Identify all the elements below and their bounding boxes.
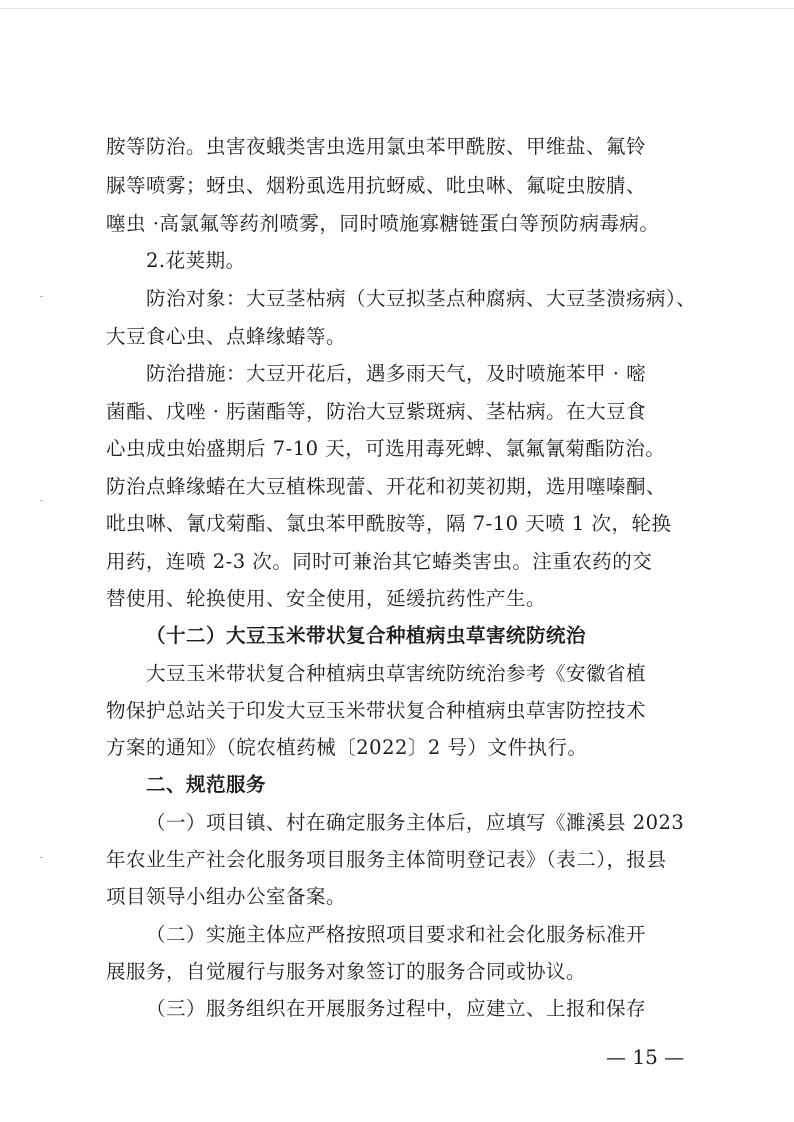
body-text-line: 用药，连喷 2-3 次。同时可兼治其它蝽类害虫。注重农药的交	[106, 550, 653, 573]
body-text-line: 方案的通知》（皖农植药械〔2022〕2 号）文件执行。	[106, 736, 588, 759]
subsection-heading: 2.花荚期。	[146, 249, 246, 272]
body-text-line: 大豆玉米带状复合种植病虫草害统防统治参考《安徽省植	[146, 662, 647, 685]
body-text-line: （一）项目镇、村在确定服务主体后，应填写《濉溪县 2023	[146, 811, 685, 834]
margin-mark	[40, 857, 43, 858]
page-number: — 15 —	[606, 1045, 685, 1069]
body-text-line: 防治点蜂缘蝽在大豆植株现蕾、开花和初荚初期，选用噻嗪酮、	[106, 475, 667, 498]
scan-top-border	[0, 8, 794, 9]
body-text-line: 噻虫 ·高氯氟等药剂喷雾，同时喷施寡糖链蛋白等预防病毒病。	[106, 212, 660, 235]
body-text-line: 展服务，自觉履行与服务对象签订的服务合同或协议。	[106, 960, 587, 983]
body-text-line: 脲等喷雾；蚜虫、烟粉虱选用抗蚜威、吡虫啉、氟啶虫胺腈、	[106, 174, 647, 197]
body-text-line: 项目领导小组办公室备案。	[106, 885, 347, 908]
body-text-line: 物保护总站关于印发大豆玉米带状复合种植病虫草害防控技术	[106, 699, 647, 722]
body-text-line: 菌酯、戊唑 · 肟菌酯等，防治大豆紫斑病、茎枯病。在大豆食	[106, 400, 647, 423]
body-text-line: 大豆食心虫、点蜂缘蝽等。	[106, 325, 347, 348]
margin-mark	[40, 500, 43, 501]
body-text-line: 替使用、轮换使用、安全使用，延缓抗药性产生。	[106, 587, 547, 610]
margin-mark	[40, 296, 43, 297]
chapter-heading: 二、规范服务	[146, 773, 267, 796]
body-text-line: （二）实施主体应严格按照项目要求和社会化服务标准开	[146, 923, 647, 946]
body-text-line: 吡虫啉、氰戊菊酯、氯虫苯甲酰胺等，隔 7-10 天喷 1 次，轮换	[106, 512, 672, 535]
body-text-line: 年农业生产社会化服务项目服务主体简明登记表》（表二），报县	[106, 848, 667, 871]
section-heading: （十二）大豆玉米带状复合种植病虫草害统防统治	[146, 624, 587, 647]
body-text-line: 防治措施：大豆开花后，遇多雨天气，及时喷施苯甲 · 嘧	[146, 362, 647, 385]
body-text-line: 防治对象：大豆茎枯病（大豆拟茎点种腐病、大豆茎溃疡病）、	[146, 287, 697, 310]
body-text-line: 心虫成虫始盛期后 7-10 天，可选用毒死蜱、氯氟氰菊酯防治。	[106, 437, 666, 460]
body-text-line: （三）服务组织在开展服务过程中，应建立、上报和保存	[146, 997, 647, 1020]
body-text-line: 胺等防治。虫害夜蛾类害虫选用氯虫苯甲酰胺、甲维盐、氟铃	[106, 135, 647, 158]
